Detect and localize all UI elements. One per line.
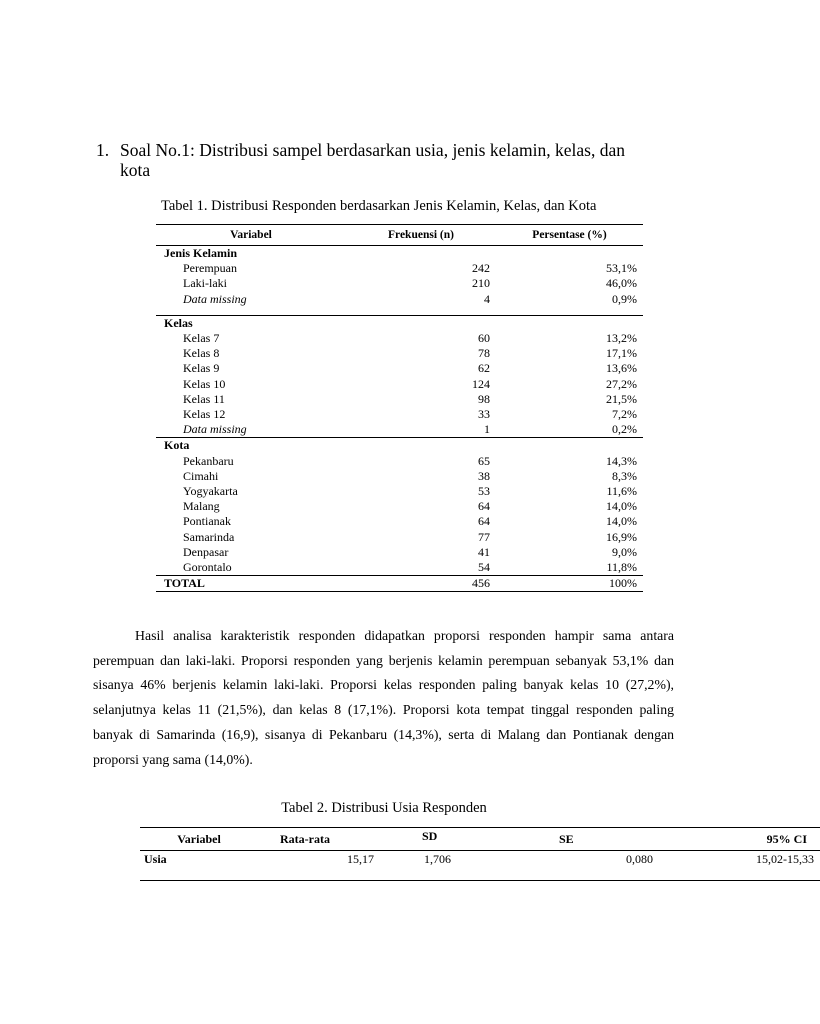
table1-total-persentase: 100% bbox=[496, 576, 643, 592]
table1-cell-frekuensi: 60 bbox=[478, 331, 490, 346]
table1-row bbox=[156, 469, 643, 484]
table1-group-label: Kelas bbox=[156, 315, 346, 331]
table1-cell-frekuensi: 53 bbox=[478, 484, 490, 499]
table1-cell-frekuensi: 98 bbox=[478, 391, 490, 406]
table2-header-se: SE bbox=[522, 828, 659, 851]
table1-group-row bbox=[156, 438, 643, 454]
table1-cell-frekuensi: 38 bbox=[478, 468, 490, 483]
table1-cell-frekuensi: 41 bbox=[478, 544, 490, 559]
table1-cell-label: Perempuan bbox=[183, 261, 237, 276]
table1-group-empty bbox=[346, 315, 496, 331]
table1-total-label: TOTAL bbox=[156, 576, 346, 592]
table1-cell-label: Data missing bbox=[183, 422, 247, 437]
table1-row bbox=[156, 392, 643, 407]
table1-row bbox=[156, 514, 643, 529]
table1-cell-persentase: 0,2% bbox=[612, 422, 637, 437]
table1-group-empty bbox=[346, 438, 496, 454]
table1-row bbox=[156, 276, 643, 291]
table1-cell-persentase: 14,3% bbox=[606, 453, 637, 468]
section-number: 1. bbox=[96, 140, 110, 160]
table1-cell-persentase: 17,1% bbox=[606, 346, 637, 361]
table1-spacer-cell bbox=[156, 307, 346, 316]
table1-cell-frekuensi: 4 bbox=[484, 291, 490, 306]
table1-cell-label: Laki-laki bbox=[183, 276, 227, 291]
table1-cell-label: Kelas 11 bbox=[183, 391, 225, 406]
table1-cell-persentase: 0,9% bbox=[612, 291, 637, 306]
table1-cell-label: Kelas 10 bbox=[183, 376, 226, 391]
table1-cell-persentase: 21,5% bbox=[606, 391, 637, 406]
table2-cell-variabel: Usia bbox=[140, 851, 254, 881]
table1-cell-persentase: 11,8% bbox=[606, 560, 637, 575]
table1-row bbox=[156, 407, 643, 422]
table1-row bbox=[156, 530, 643, 545]
table1-cell-persentase: 13,2% bbox=[606, 331, 637, 346]
table1-cell-persentase: 53,1% bbox=[606, 261, 637, 276]
table1-group-empty bbox=[496, 438, 643, 454]
table2-cell-mean: 15,17 bbox=[254, 851, 380, 881]
table1-group-empty bbox=[496, 315, 643, 331]
table1-header-variabel: Variabel bbox=[156, 225, 346, 246]
analysis-paragraph: Hasil analisa karakteristik responden didapatkan proporsi responden hampir sama antara perempuan dan laki-laki. Proporsi responden yang berjenis kelamin perempuan sebanyak 53,1% dan sisanya 46% berjenis kelamin laki-laki. Proporsi kelas responden paling banyak kelas 10 (27,2%), selanjutnya kelas 11 (21,5%), dan kelas 8 (17,1%). Proporsi kota tempat tinggal responden paling banyak di Samarinda (16,9), sisanya di Pekanbaru (14,3%), serta di Malang dan Pontianak dengan proporsi yang sama (14,0%). bbox=[93, 628, 674, 767]
table1-header-persentase: Persentase (%) bbox=[496, 225, 643, 246]
table1-total-frekuensi: 456 bbox=[346, 576, 496, 592]
table2-header-mean: Rata-rata bbox=[254, 828, 380, 851]
table1-cell-frekuensi: 77 bbox=[478, 529, 490, 544]
table1-cell-frekuensi: 65 bbox=[478, 453, 490, 468]
table1-cell-frekuensi: 64 bbox=[478, 514, 490, 529]
table1-group-row bbox=[156, 315, 643, 331]
table1-cell-frekuensi: 54 bbox=[478, 560, 490, 575]
table1-cell-frekuensi: 62 bbox=[478, 361, 490, 376]
table1-total-row bbox=[156, 576, 643, 592]
table1-cell-label: Yogyakarta bbox=[183, 484, 238, 499]
table1-header-row bbox=[156, 225, 643, 246]
table1-cell-persentase: 14,0% bbox=[606, 499, 637, 514]
section-heading bbox=[96, 140, 656, 180]
table1-cell-persentase: 8,3% bbox=[612, 468, 637, 483]
table1-group-empty bbox=[346, 246, 496, 262]
table1-row bbox=[156, 422, 643, 438]
table1-row bbox=[156, 560, 643, 576]
table2-header-sd: SD bbox=[380, 828, 522, 851]
table2-cell-sd: 1,706 bbox=[380, 851, 522, 881]
table1-cell-label: Pekanbaru bbox=[183, 453, 234, 468]
table1-spacer-cell bbox=[346, 307, 496, 316]
table1-cell-frekuensi: 64 bbox=[478, 499, 490, 514]
table1-cell-frekuensi: 33 bbox=[478, 407, 490, 422]
table1-group-label: Kota bbox=[156, 438, 346, 454]
table1-cell-label: Denpasar bbox=[183, 544, 229, 559]
table1-body bbox=[156, 246, 643, 592]
table1-cell-frekuensi: 1 bbox=[484, 422, 490, 437]
table1-cell-label: Kelas 8 bbox=[183, 346, 220, 361]
table1-cell-frekuensi: 124 bbox=[472, 376, 490, 391]
section-title: Soal No.1: Distribusi sampel berdasarkan usia, jenis kelamin, kelas, dan kota bbox=[120, 140, 625, 180]
table1-cell-label: Data missing bbox=[183, 291, 247, 306]
table1-cell-persentase: 13,6% bbox=[606, 361, 637, 376]
table1-row bbox=[156, 331, 643, 346]
table2-header-ci: 95% CI bbox=[659, 828, 820, 851]
table1-row bbox=[156, 499, 643, 514]
table1-cell-frekuensi: 242 bbox=[472, 261, 490, 276]
table1 bbox=[156, 224, 643, 592]
table2 bbox=[140, 827, 820, 881]
table1-cell-label: Pontianak bbox=[183, 514, 231, 529]
table2-header-row bbox=[140, 828, 820, 851]
table1-cell-label: Cimahi bbox=[183, 468, 219, 483]
table1-row bbox=[156, 377, 643, 392]
table1-header-frekuensi: Frekuensi (n) bbox=[346, 225, 496, 246]
table1-spacer-cell bbox=[496, 307, 643, 316]
table1-row bbox=[156, 292, 643, 307]
table1-cell-label: Kelas 12 bbox=[183, 407, 226, 422]
table1-cell-persentase: 7,2% bbox=[612, 407, 637, 422]
table1-row bbox=[156, 346, 643, 361]
table1-row bbox=[156, 484, 643, 499]
table1-cell-persentase: 14,0% bbox=[606, 514, 637, 529]
table2-caption: Tabel 2. Distribusi Usia Responden bbox=[281, 800, 487, 816]
table1-group-row bbox=[156, 246, 643, 262]
table1-cell-label: Kelas 9 bbox=[183, 361, 220, 376]
table2-row bbox=[140, 851, 820, 881]
table1-cell-persentase: 16,9% bbox=[606, 529, 637, 544]
table1-group-label: Jenis Kelamin bbox=[164, 246, 238, 260]
table1-cell-label: Gorontalo bbox=[183, 560, 232, 575]
table1-cell-label: Samarinda bbox=[183, 529, 235, 544]
table1-cell-label: Malang bbox=[183, 499, 220, 514]
table1-cell-persentase: 11,6% bbox=[606, 484, 637, 499]
table2-cell-se: 0,080 bbox=[522, 851, 659, 881]
table1-spacer-row bbox=[156, 307, 643, 316]
table1-cell-frekuensi: 78 bbox=[478, 346, 490, 361]
table1-cell-frekuensi: 210 bbox=[472, 276, 490, 291]
table1-row bbox=[156, 454, 643, 469]
table1-row bbox=[156, 261, 643, 276]
table1-row bbox=[156, 361, 643, 376]
table1-cell-persentase: 46,0% bbox=[606, 276, 637, 291]
table1-cell-label: Kelas 7 bbox=[183, 331, 220, 346]
table1-cell-persentase: 27,2% bbox=[606, 376, 637, 391]
table1-cell-persentase: 9,0% bbox=[612, 544, 637, 559]
table2-cell-ci: 15,02-15,33 bbox=[659, 851, 820, 881]
table2-header-variabel: Variabel bbox=[140, 828, 254, 851]
table1-row bbox=[156, 545, 643, 560]
table1-group-empty bbox=[496, 246, 643, 262]
table1-caption: Tabel 1. Distribusi Responden berdasarkan Jenis Kelamin, Kelas, dan Kota bbox=[161, 198, 597, 214]
